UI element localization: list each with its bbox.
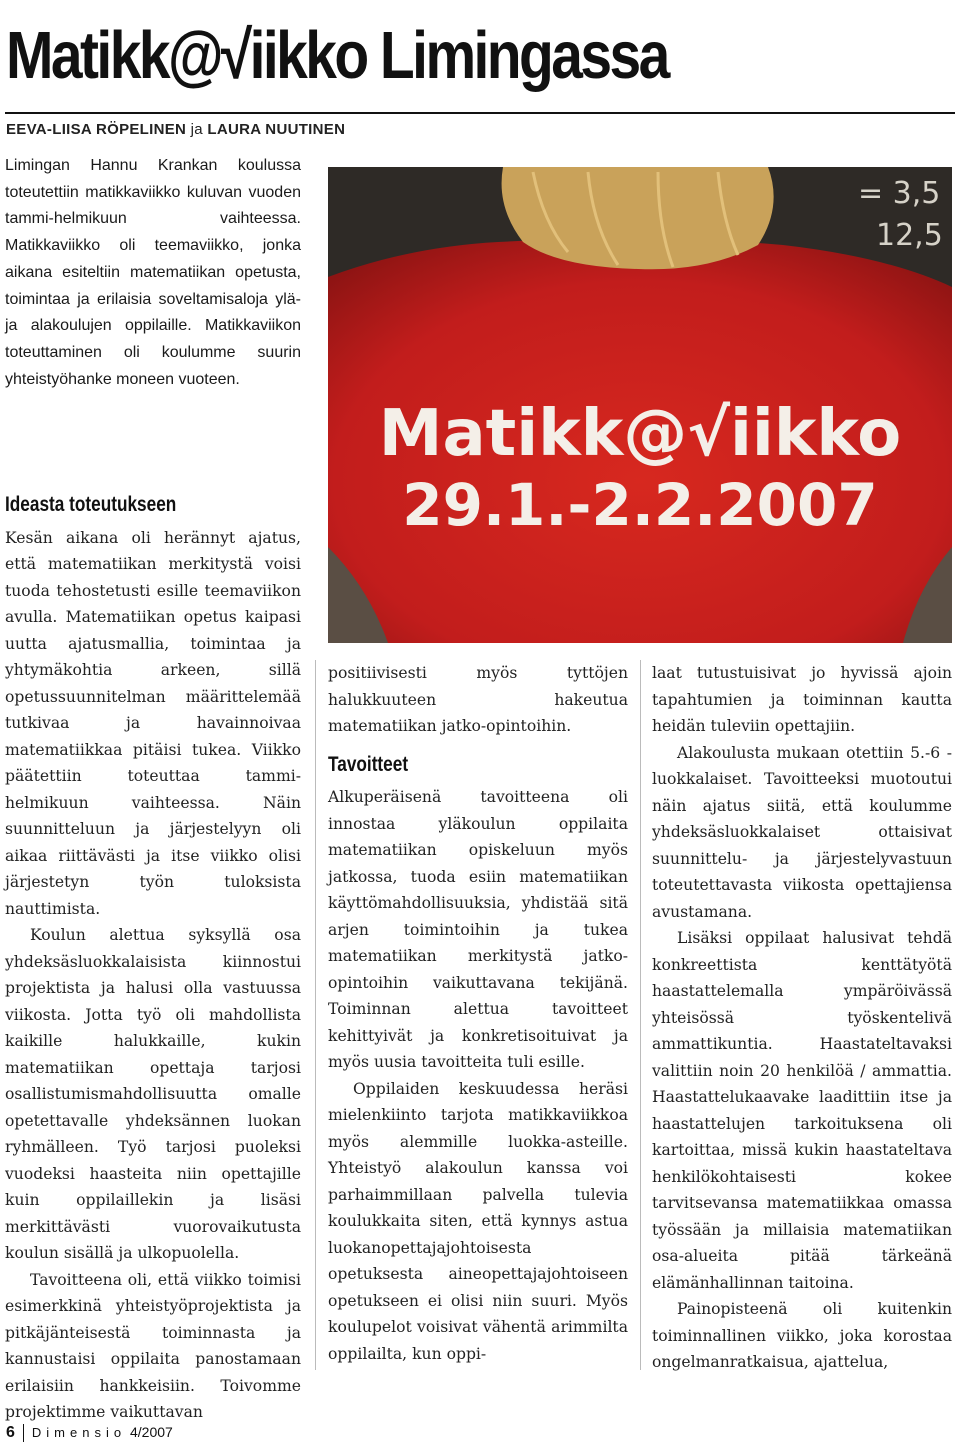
column-1 (5, 492, 301, 1426)
byline-joiner: ja (190, 121, 203, 138)
body-paragraph: Alkuperäisenä tavoitteena oli innostaa yläkoulun oppilaita matematiikan opiskeluun myös jatkossa, tuoda esiin matematiikan käyttömahdollisuuksia, yhdistää sitä arjen toimintoihin ja tukea matematiikan merkitystä jatko-opintoihin vaikuttavana tekijänä. Toiminnan alettua tavoitteet kehittyivät ja konkretisoituivat ja myös uusia tavoitteita tuli esille. (328, 788, 628, 1071)
chalk-text-2: 12,5 (876, 218, 943, 253)
issue-number: 4/2007 (129, 1424, 173, 1440)
body-paragraph: Alakoulusta mukaan otettiin 5.-6 -luokkalaiset. Tavoitteeksi muotoutui näin ajatus siitä, että koulumme yhdeksäsluokkalaiset ottaisivat suunnittelu- ja järjestelyvastuun toteutettavasta viikosta opettajiensa avustamana. (652, 743, 952, 921)
byline (6, 121, 345, 138)
body-paragraph: Tavoitteena oli, että viikko toimisi esimerkkinä yhteistyöprojektista ja pitkäjänteisestä toiminnasta ja kannustaisi oppilaita panostamaan erilaisiin hankkeisiin. Toivomme projektimme vaikuttavan (5, 1270, 301, 1421)
column-3 (652, 660, 952, 1376)
magazine-name: Dimensio (31, 1425, 127, 1440)
body-paragraph: Oppilaiden keskuudessa heräsi mielenkiinto tarjota matikkaviikkoa myös alemmille luokka-asteille. Yhteistyö alakoulun kanssa voi parhaimmillaan palvella tulevia koulukkaita siten, että kynnys astua luokanopettajajohtoisesta opetuksesta aineopettajajohtoiseen opetukseen ei olisi niin suuri. Myös koulupelot voisivat vähentä arimmilta oppilailta, kun oppi- (328, 1079, 628, 1363)
shirt-print-line-2: 29.1.-2.2.2007 (402, 471, 878, 539)
section-heading-ideasta: Ideasta toteutukseen (5, 493, 177, 516)
page-number: 6 (6, 1424, 15, 1441)
tshirt-photo (328, 167, 952, 643)
lead-paragraph: Limingan Hannu Krankan koulussa toteutettiin matikkaviikko kuluvan vuoden tammi-helmikuun vaihteessa. Matikkaviikko oli teemaviikko, jonka aikana esiteltiin matematiikan opetusta, toimintaa ja erilaisia soveltamisaloja ylä- ja alakoulujen oppilaille. Matikkaviikon toteuttaminen oli koulumme suurin yhteistyöhanke moneen vuoteen. (5, 157, 301, 388)
column-divider (315, 660, 316, 1370)
body-paragraph: Koulun alettua syksyllä osa yhdeksäsluokkalaisista kiinnostui projektista ja halusi olla vastuussa viikosta. Jotta työ oli mahdollista kaikille halukkaille, kukin matematiikan opettaja tarjosi osallistumismahdollisuutta omalle opetettavalle yhdeksännen luokan ryhmälleen. Työ tarjosi puoleksi vuodeksi haasteita niin opettajille kuin oppilaillekin ja lisäsi merkittävästi vuorovaikutusta koulun sisällä ja ulkopuolella. (5, 926, 301, 1262)
body-paragraph: Painopisteenä oli kuitenkin toiminnallinen viikko, joka korostaa ongelmanratkaisua, ajattelua, (652, 1300, 952, 1371)
section-heading-tavoitteet: Tavoitteet (328, 752, 409, 776)
column-divider (640, 660, 641, 1370)
article-photo (328, 167, 952, 643)
body-paragraph: laat tutustuisivat jo hyvissä ajoin tapahtumien ja toiminnan kautta heidän tuleviin opettajiin. (652, 664, 952, 735)
title-rule (5, 112, 955, 114)
chalk-text-1: = 3,5 (858, 176, 941, 211)
body-paragraph: Kesän aikana oli herännyt ajatus, että matematiikan merkitystä voisi tuoda tehostetusti esille teemaviikon avulla. Matematiikan opetus kaipasi uutta ajatusmallia, toimintaa ja yhtymäkohtia arkeen, sillä opetussuunnitelman määrittelemää tutkivaa ja havainnoivaa matematiikkaa pitäisi tukea. Viikko päätettiin toteuttaa tammi-helmikuun vaihteessa. Näin suunnitteluun ja järjestelyyn oli aikaa riittävästi ja itse viikko olisi järjestetyn työn tuloksista nauttimista. (5, 528, 301, 918)
body-paragraph: Lisäksi oppilaat halusivat tehdä konkreettista kenttätyötä haastattelemalla ympäröivässä yhteisössä työskentelivä ammattikuntia. Haastateltavaksi valittiin noin 20 henkilöä / ammattia. Haastattelukaavake laadittiin itse ja haastattelujen tarkoituksena oli kartoittaa, missä kukin haastateltava henkilökohtaisesti kokee tarvitsevansa matematiikkaa omassa työssään ja millaisia matematiikan osa-alueita pitää tärkeänä elämänhallinnan taitoina. (652, 929, 952, 1292)
author-2: LAURA NUUTINEN (207, 121, 346, 138)
author-1: EEVA-LIISA RÖPELINEN (6, 121, 187, 138)
shirt-print-line-1: Matikk@√iikko (378, 397, 902, 471)
page-footer (6, 1424, 173, 1442)
column-2 (328, 660, 628, 1367)
article-title: Matikk@√iikko Limingassa (6, 18, 668, 93)
body-paragraph: positiivisesti myös tyttöjen halukkuuteen hakeutua matematiikan jatko-opintoihin. (328, 664, 628, 735)
footer-divider (23, 1424, 24, 1442)
